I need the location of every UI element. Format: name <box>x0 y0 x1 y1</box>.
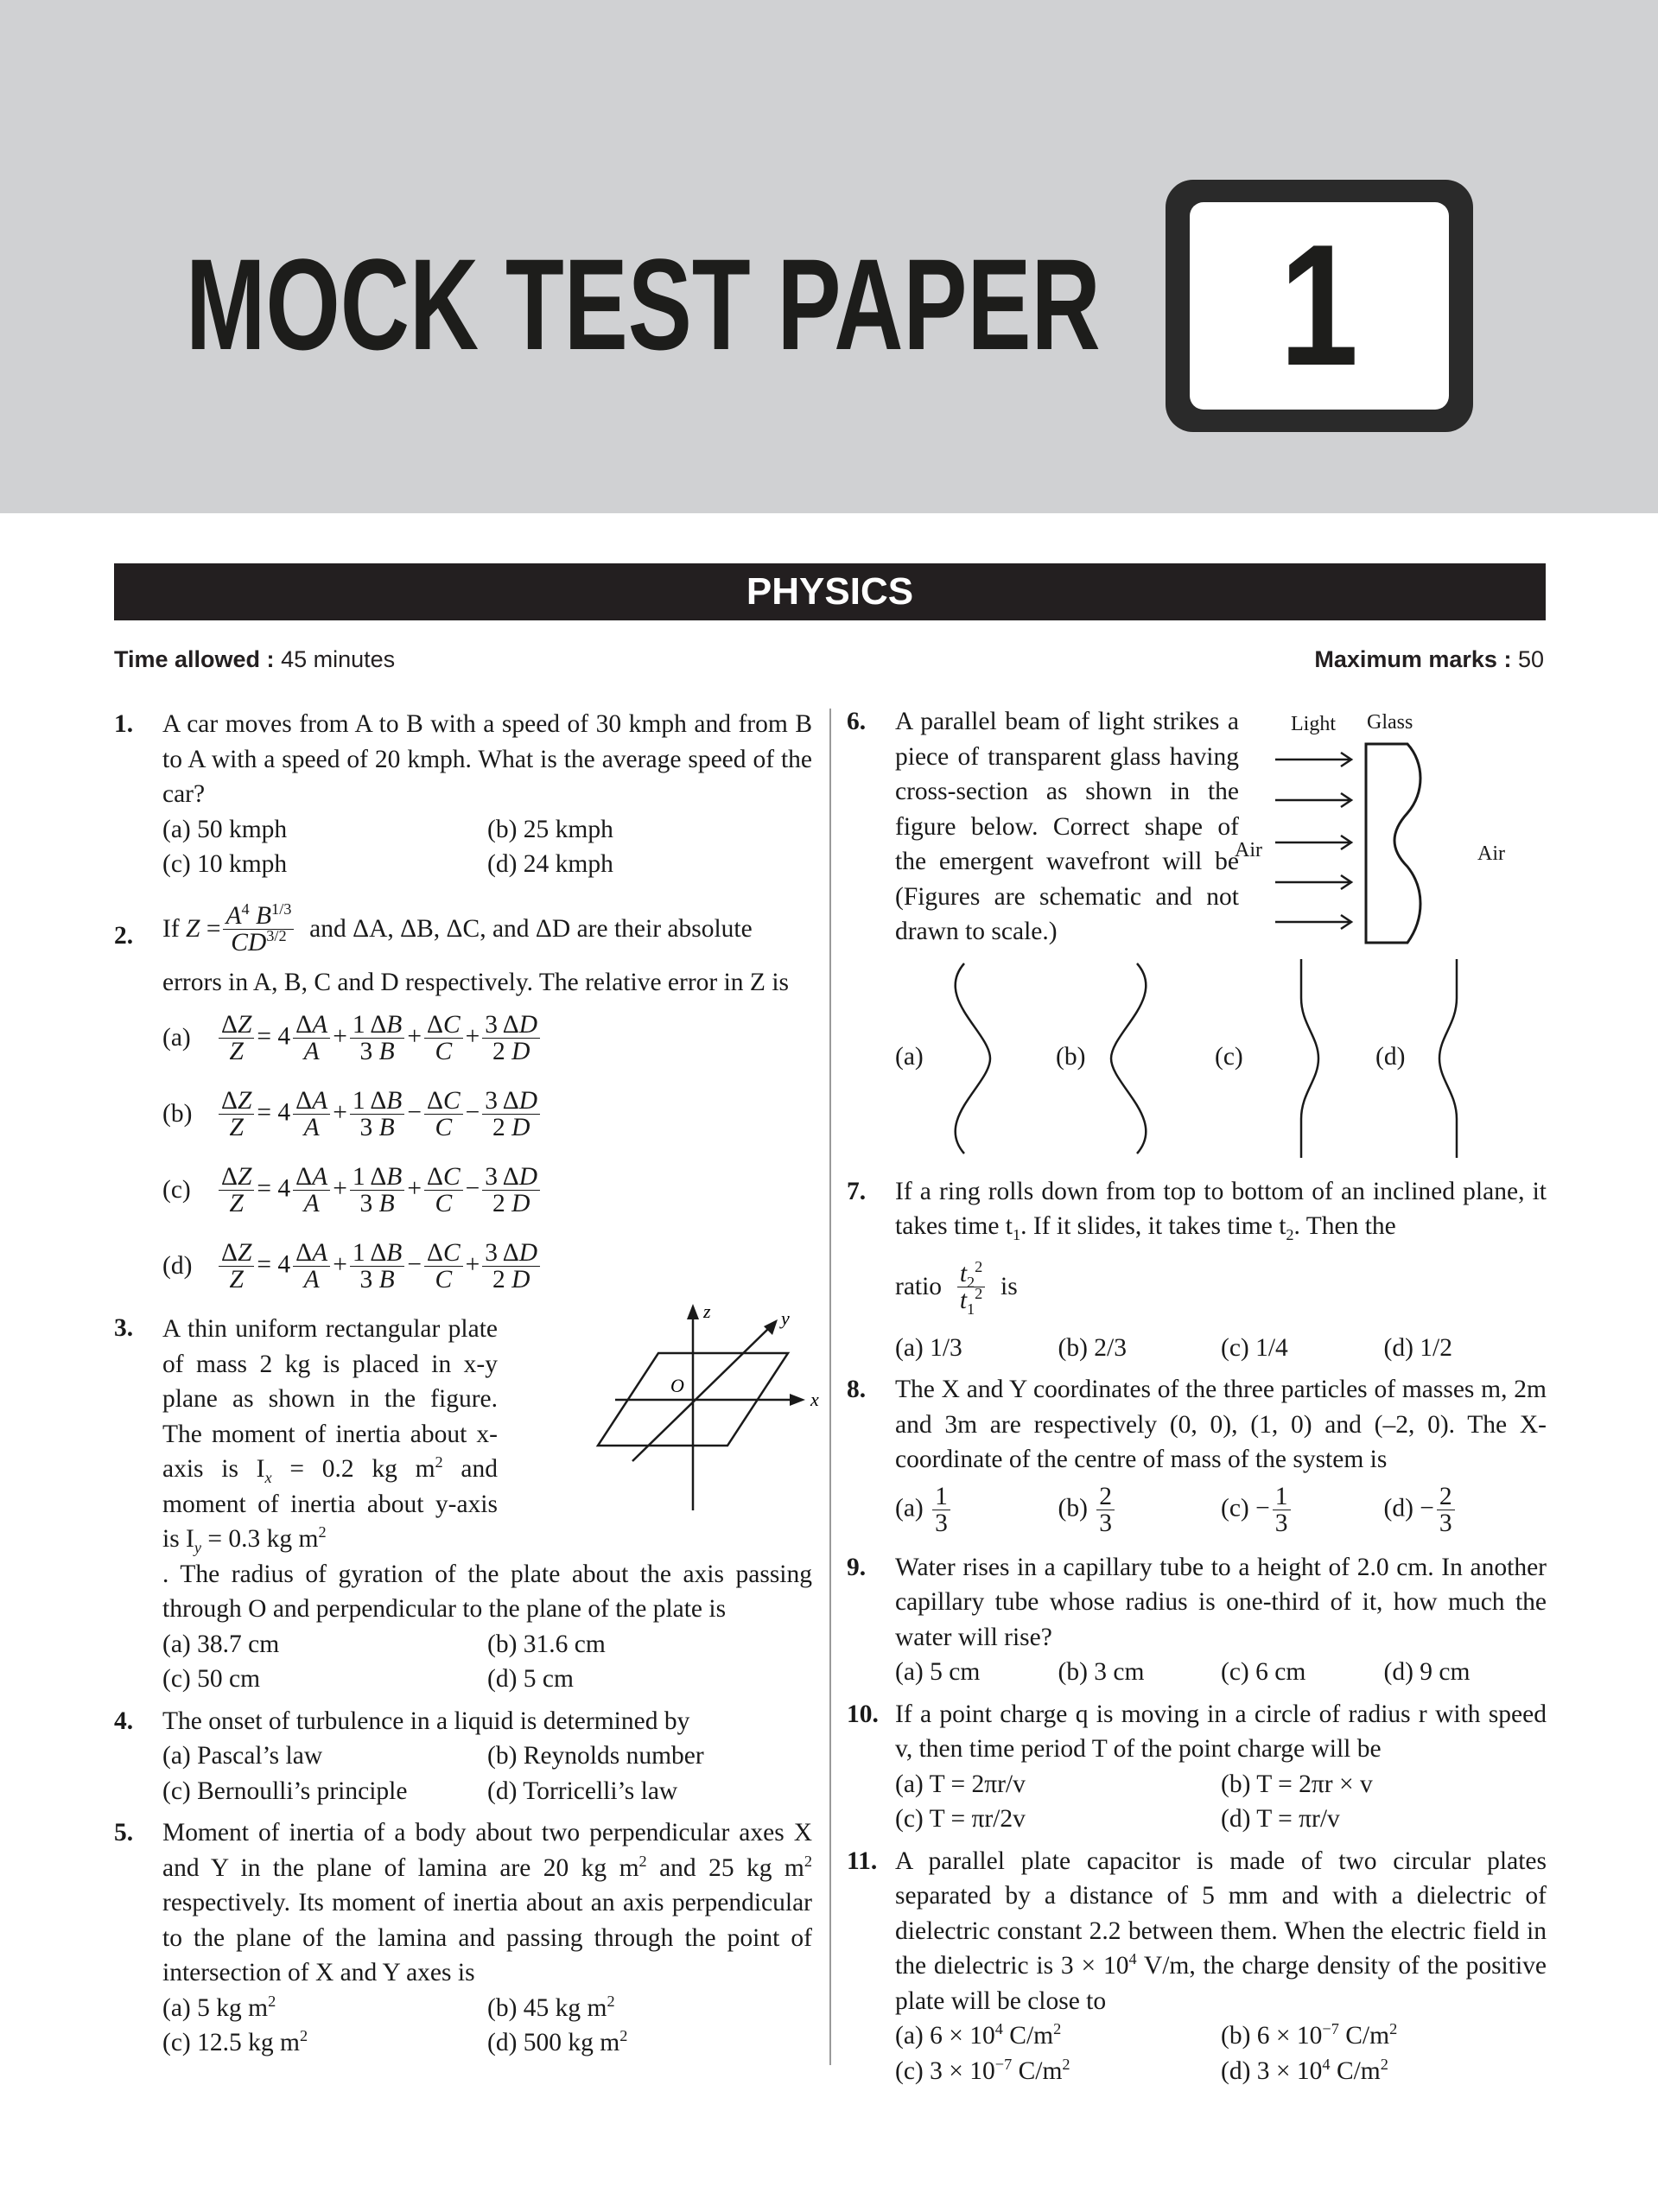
option-d: (d) T = πr/v <box>1221 1805 1340 1833</box>
question-number: 5. <box>114 1819 134 1847</box>
origin-label: O <box>670 1375 684 1396</box>
glass-label: Glass <box>1367 711 1413 734</box>
question-9 <box>847 1550 1547 1690</box>
question-number: 8. <box>847 1376 867 1403</box>
question-text: Moment of inertia of a body about two perpendicular axes X and Y in the plane of lamina are 20 kg $m^2$ and 25 kg $m^2$ respectively. Its moment of inertia about an axis perpendicular to the plane of the lamina and passing through the point of intersection of X and Y axes is <box>162 1819 812 1986</box>
subject-heading: PHYSICS <box>114 563 1546 620</box>
x-arrowhead <box>790 1394 805 1406</box>
option-a: (a) 50 kmph <box>162 815 288 843</box>
wavefront-c <box>1267 955 1336 1162</box>
maximum-marks <box>1314 646 1544 673</box>
light-rays <box>1275 753 1351 929</box>
option-b: (b) 45 kg $m^2$ <box>487 1992 615 2022</box>
question-text: Water rises in a capillary tube to a height of 2.0 cm. In another capillary tube whose radius is one-third of it, how much the water will rise? <box>895 1553 1547 1651</box>
formula-z: Z = <box>186 915 221 944</box>
option-d <box>162 1228 812 1304</box>
question-text: The X and Y coordinates of the three particles of masses m, 2m and 3m are respectively (0, 0), (1, 0) and (–2, 0). The X-coordinate of the centre of mass of the system is <box>895 1376 1547 1473</box>
question-number: 2. <box>114 921 134 950</box>
option-c: (c) $3 \times 10^{-7}$ $C/m^2$ <box>895 2055 1070 2085</box>
wavefront-options <box>895 955 1547 1162</box>
option-d: (d) 9 cm <box>1383 1658 1471 1686</box>
option-d: (d) 500 kg $m^2$ <box>487 2027 628 2056</box>
option-b: (b) 3 cm <box>1058 1658 1145 1686</box>
glass-slab-figure <box>1230 711 1524 962</box>
question-text: A car moves from A to B with a speed of 30 kmph and from B to A with a speed of 20 kmph. What is the average speed of the car? <box>162 710 812 808</box>
air-left-label: Air <box>1235 839 1262 861</box>
option-c: (c) 1/4 <box>1221 1333 1288 1362</box>
question-5 <box>114 1815 812 2061</box>
question-text: The onset of turbulence in a liquid is determined by <box>162 1707 690 1735</box>
is-word: is <box>1001 1273 1018 1301</box>
option-d: (d) 5 cm <box>487 1665 574 1693</box>
question-number: 9. <box>847 1553 867 1581</box>
option-c-label: (c) <box>1215 1042 1243 1071</box>
ratio-word: ratio <box>895 1273 943 1301</box>
option-label: (a) <box>162 1023 191 1052</box>
option-c <box>162 1152 812 1228</box>
y-arrowhead <box>764 1319 778 1335</box>
option-a: (a) 1/3 <box>895 1333 962 1362</box>
page-title: MOCK TEST PAPER <box>186 232 1101 377</box>
option-formula: $\frac{\Delta Z}{Z}$ = 4 $\frac{\Delta A}{A}$ + $\frac{1 \Delta B}{3 B}$ + $\frac{\Delta C}{C}$ − $\frac{3 \Delta D}{2 D}$ <box>216 1164 543 1217</box>
option-a: (a) T = 2πr/v <box>895 1770 1026 1798</box>
option-d: (d) − $\frac{2}{3}$ <box>1384 1484 1547 1536</box>
air-right-label: Air <box>1477 842 1505 865</box>
question-2 <box>114 894 812 1305</box>
option-b <box>162 1076 812 1152</box>
question-7 <box>847 1174 1547 1366</box>
option-a: (a) 5 kg $m^2$ <box>162 1992 276 2022</box>
question-10 <box>847 1697 1547 1837</box>
option-formula: $\frac{\Delta Z}{Z}$ = 4 $\frac{\Delta A}{A}$ + $\frac{1 \Delta B}{3 B}$ + $\frac{\Delta C}{C}$ + $\frac{3 \Delta D}{2 D}$ <box>216 1012 543 1065</box>
option-a: (a) 38.7 cm <box>162 1630 280 1658</box>
question-1 <box>114 707 812 882</box>
option-b: (b) $6 \times 10^{-7}$ $C/m^2$ <box>1221 2020 1398 2050</box>
question-number: 10. <box>847 1700 879 1728</box>
test-number: 1 <box>1280 209 1359 402</box>
left-column <box>114 707 819 2068</box>
wavefront-d <box>1422 955 1491 1162</box>
z-arrowhead <box>687 1304 699 1319</box>
marks-label: Maximum marks : <box>1314 646 1512 672</box>
options <box>162 812 812 882</box>
question-text: If a point charge q is moving in a circle of radius r with speed v, then time period T of the point charge will be <box>895 1700 1547 1763</box>
option-b: (b) 2/3 <box>1058 1333 1127 1362</box>
options <box>162 1627 812 1697</box>
options <box>895 2018 1547 2088</box>
test-number-badge <box>1166 180 1473 432</box>
option-b: (b) Reynolds number <box>487 1742 704 1770</box>
options <box>895 1478 1547 1543</box>
option-a: (a) 5 cm <box>895 1658 981 1686</box>
y-axis <box>632 1328 769 1461</box>
question-text: A parallel beam of light strikes a piece of transparent glass having cross-section as shown in the figure below. Correct shape of the emergent wavefront will be (Figures are schematic and not drawn to scale.) <box>895 708 1239 945</box>
option-b: (b) $\frac{2}{3}$ <box>1058 1484 1222 1536</box>
question-text-continued: . The radius of gyration of the plate about the axis passing through O and perpendicular to the plane of the plate is <box>162 1560 812 1623</box>
question-text: A parallel plate capacitor is made of two circular plates separated by a distance of 5 mm and with a dielectric of dielectric constant 2.2 between them. When the electric field in the dielectric is $3 \times 10^4$ V/m, the charge density of the positive plate will be close to <box>895 1847 1547 2015</box>
option-d: (d) $3 \times 10^4$ $C/m^2$ <box>1221 2055 1388 2085</box>
option-a: (a) $\frac{1}{3}$ <box>895 1484 1058 1536</box>
question-11 <box>847 1844 1547 2089</box>
question-number: 7. <box>847 1177 867 1205</box>
options <box>895 1331 1547 1366</box>
option-d-label: (d) <box>1375 1042 1406 1071</box>
formula-fraction: $\frac{A^4 B^{1/3}}{CD^{3/2}}$ <box>223 903 294 956</box>
option-c: (c) T = πr/2v <box>895 1805 1026 1833</box>
option-d: (d) Torricelli’s law <box>487 1777 678 1805</box>
option-c: (c) 6 cm <box>1221 1658 1306 1686</box>
glass-slab <box>1366 744 1420 943</box>
time-value: 45 minutes <box>281 646 396 672</box>
question-number: 4. <box>114 1707 134 1735</box>
if-word: If <box>162 915 180 944</box>
option-formula: $\frac{\Delta Z}{Z}$ = 4 $\frac{\Delta A}{A}$ + $\frac{1 \Delta B}{3 B}$ − $\frac{\Delta C}{C}$ + $\frac{3 \Delta D}{2 D}$ <box>216 1240 543 1293</box>
marks-value: 50 <box>1517 646 1544 672</box>
question-number: 1. <box>114 710 134 738</box>
right-column <box>847 704 1547 2095</box>
options <box>162 1991 812 2061</box>
option-b-label: (b) <box>1056 1042 1086 1071</box>
question-number: 6. <box>847 708 867 735</box>
wavefront-b <box>1102 955 1172 1162</box>
option-c: (c) Bernoulli’s principle <box>162 1777 408 1805</box>
options <box>895 1655 1547 1690</box>
question-text: A thin uniform rectangular plate of mass 2 kg is placed in x-y plane as shown in the figure. The moment of inertia about x-axis is $I_x = 0.2$ kg $m^2$ and moment of inertia about y-axis is $I_y = 0.3$ kg $m^2$ <box>162 1315 498 1556</box>
y-label: y <box>781 1307 790 1329</box>
question-4 <box>114 1704 812 1809</box>
option-c: (c) 10 kmph <box>162 850 288 878</box>
z-label: z <box>703 1300 711 1322</box>
light-label: Light <box>1291 713 1336 735</box>
time-label: Time allowed : <box>114 646 275 672</box>
question-8 <box>847 1372 1547 1543</box>
option-b: (b) T = 2πr × v <box>1221 1770 1373 1798</box>
question-number: 3. <box>114 1314 134 1342</box>
question-3 <box>114 1300 819 1697</box>
plate-axes-figure <box>581 1299 840 1515</box>
question-text: and ΔA, ΔB, ΔC, and ΔD are their absolute <box>309 915 753 944</box>
options <box>162 1738 812 1808</box>
ratio-fraction: $t_2^2$ $t_1^2$ <box>957 1261 985 1313</box>
formula-line <box>162 894 812 965</box>
option-c: (c) 12.5 kg $m^2$ <box>162 2027 308 2056</box>
question-6 <box>847 704 1547 1162</box>
option-d: (d) 1/2 <box>1383 1333 1452 1362</box>
option-a-label: (a) <box>895 1042 924 1071</box>
option-formula: $\frac{\Delta Z}{Z}$ = 4 $\frac{\Delta A}{A}$ + $\frac{1 \Delta B}{3 B}$ − $\frac{\Delta C}{C}$ − $\frac{3 \Delta D}{2 D}$ <box>216 1088 543 1141</box>
x-label: x <box>810 1389 819 1410</box>
wavefront-a <box>938 955 1007 1162</box>
option-a <box>162 1000 812 1076</box>
option-a: (a) Pascal’s law <box>162 1742 323 1770</box>
ratio-line <box>895 1244 1547 1331</box>
question-number: 11. <box>847 1847 878 1875</box>
options <box>895 1767 1547 1837</box>
option-d: (d) 24 kmph <box>487 850 613 878</box>
option-b: (b) 25 kmph <box>487 815 613 843</box>
option-c: (c) − $\frac{1}{3}$ <box>1221 1484 1384 1536</box>
option-label: (b) <box>162 1099 193 1128</box>
option-b: (b) 31.6 cm <box>487 1630 606 1658</box>
question-text-continued: errors in A, B, C and D respectively. The relative error in Z is <box>162 968 789 996</box>
option-c: (c) 50 cm <box>162 1665 261 1693</box>
question-text: If a ring rolls down from top to bottom of an inclined plane, it takes time $t_1$. If it slides, it takes time $t_2$. Then the <box>895 1177 1547 1243</box>
option-label: (d) <box>162 1251 193 1280</box>
time-allowed <box>114 646 395 673</box>
option-a: (a) $6 \times 10^4$ $C/m^2$ <box>895 2020 1062 2050</box>
option-label: (c) <box>162 1175 191 1204</box>
